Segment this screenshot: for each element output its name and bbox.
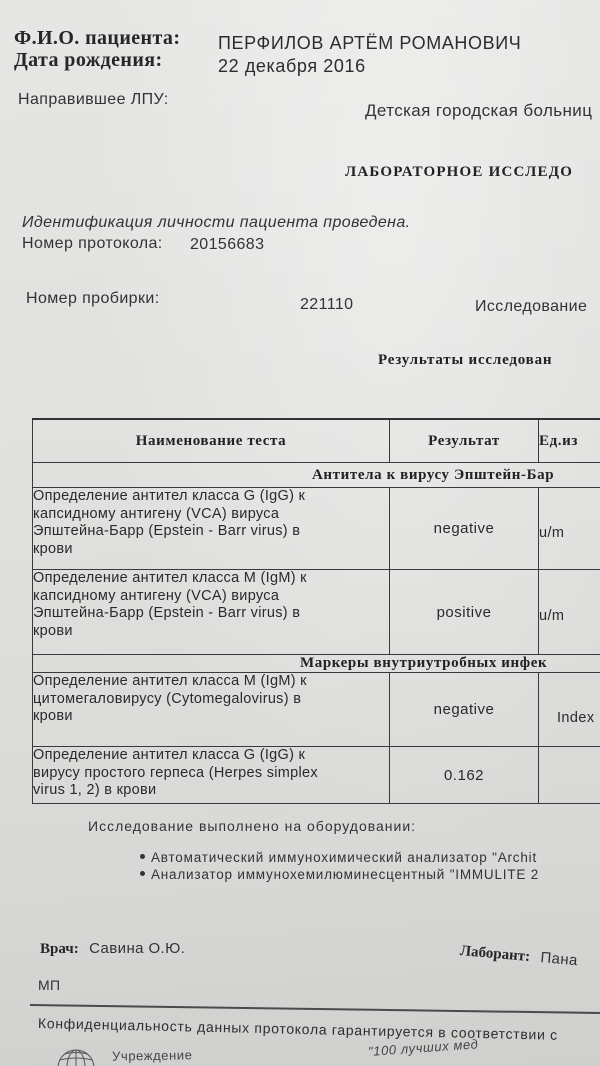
- test-name-cell: [33, 488, 390, 570]
- test-name-cell: [33, 673, 390, 747]
- column-header-test-name: Наименование теста: [33, 419, 390, 463]
- result-cell: negative: [390, 673, 539, 747]
- birth-date-label: Дата рождения:: [14, 49, 163, 71]
- test-name-line: капсидному антигену (VCA) вируса: [33, 505, 280, 522]
- result-cell: negative: [390, 488, 539, 570]
- test-name-cell: [33, 570, 390, 655]
- tube-number-label: Номер пробирки:: [26, 290, 160, 307]
- test-name-line: virus 1, 2) в крови: [33, 782, 157, 798]
- test-name-line: капсидному антигену (VCA) вируса: [33, 587, 280, 604]
- result-cell: positive: [390, 570, 539, 655]
- column-header-result: Результат: [390, 419, 539, 463]
- study-label: Исследование: [475, 298, 588, 315]
- bullet-icon: [140, 854, 145, 859]
- test-name-line: Определение антител класса G (IgG) к: [33, 488, 306, 504]
- section-title: Антитела к вирусу Эпштейн-Бар: [33, 463, 600, 488]
- document-title: ЛАБОРАТОРНОЕ ИССЛЕДО: [345, 164, 574, 180]
- result-cell: 0.162: [390, 747, 539, 804]
- test-name-line: Эпштейна-Барр (Epstein - Barr virus) в: [33, 605, 301, 621]
- table-row: [33, 570, 600, 655]
- equipment-title: Исследование выполнено на оборудовании:: [88, 818, 417, 834]
- confidentiality-note: Конфиденциальность данных протокола гарантируется в соответствии с: [37, 1015, 559, 1043]
- table-header-row: [33, 419, 600, 463]
- lab-assistant-label: Лаборант:: [459, 943, 531, 966]
- unit-cell: u/m: [539, 570, 600, 655]
- table-row: [33, 488, 600, 570]
- equipment-item-text: Анализатор иммунохемилюминесцентный "IMMULITE 2: [151, 867, 540, 882]
- equipment-item: [140, 867, 539, 882]
- table-section-row: [33, 655, 600, 673]
- institution-emblem-icon: [52, 1046, 100, 1066]
- unit-cell: [539, 747, 600, 804]
- referral-value: Детская городская больниц: [365, 101, 593, 120]
- lab-assistant-name: Пана: [539, 949, 579, 970]
- tube-number-value: 221110: [300, 296, 354, 313]
- table-row: [33, 673, 600, 747]
- institution-note-left: Учреждение: [111, 1047, 193, 1064]
- test-name-line: Определение антител класса M (IgM) к: [33, 673, 307, 689]
- protocol-number-value: 20156683: [190, 236, 265, 253]
- doctor-name: Савина О.Ю.: [89, 940, 186, 957]
- test-name-line: вирусу простого герпеса (Herpes simplex: [33, 764, 318, 781]
- test-name-line: Определение антител класса M (IgM) к: [33, 570, 307, 586]
- bullet-icon: [140, 871, 145, 876]
- table-row: [33, 747, 600, 804]
- column-header-unit: Ед.из: [539, 419, 600, 463]
- section-title: Маркеры внутриутробных инфек: [33, 655, 600, 673]
- stamp-placeholder: МП: [38, 977, 61, 993]
- identification-note: Идентификация личности пациента проведена.: [22, 214, 411, 231]
- referral-label: Направившее ЛПУ:: [18, 91, 169, 108]
- test-name-line: крови: [33, 540, 73, 557]
- test-name-line: крови: [33, 708, 73, 724]
- lab-assistant-signature: [459, 942, 578, 970]
- equipment-item: [140, 850, 537, 865]
- doctor-signature: [40, 940, 185, 958]
- table-section-row: [33, 463, 600, 488]
- test-name-line: крови: [33, 622, 73, 639]
- test-name-line: Определение антител класса G (IgG) к: [33, 747, 306, 763]
- institution-note-right: "100 лучших мед: [367, 1036, 479, 1059]
- patient-name-label: Ф.И.О. пациента:: [14, 27, 181, 49]
- unit-cell: u/m: [539, 488, 600, 570]
- divider-line: [30, 1004, 600, 1013]
- doctor-label: Врач:: [40, 941, 79, 957]
- results-table: [32, 418, 600, 804]
- birth-date-value: 22 декабря 2016: [218, 56, 366, 76]
- test-name-line: цитомегаловирусу (Cytomegalovirus) в: [33, 690, 302, 707]
- results-title: Результаты исследован: [378, 352, 553, 368]
- unit-cell: Index: [539, 673, 600, 747]
- test-name-cell: [33, 747, 390, 804]
- test-name-line: Эпштейна-Барр (Epstein - Barr virus) в: [33, 523, 301, 539]
- equipment-item-text: Автоматический иммунохимический анализатор "Archit: [151, 850, 538, 865]
- patient-name-value: ПЕРФИЛОВ АРТЁМ РОМАНОВИЧ: [218, 33, 522, 53]
- protocol-number-label: Номер протокола:: [22, 235, 163, 252]
